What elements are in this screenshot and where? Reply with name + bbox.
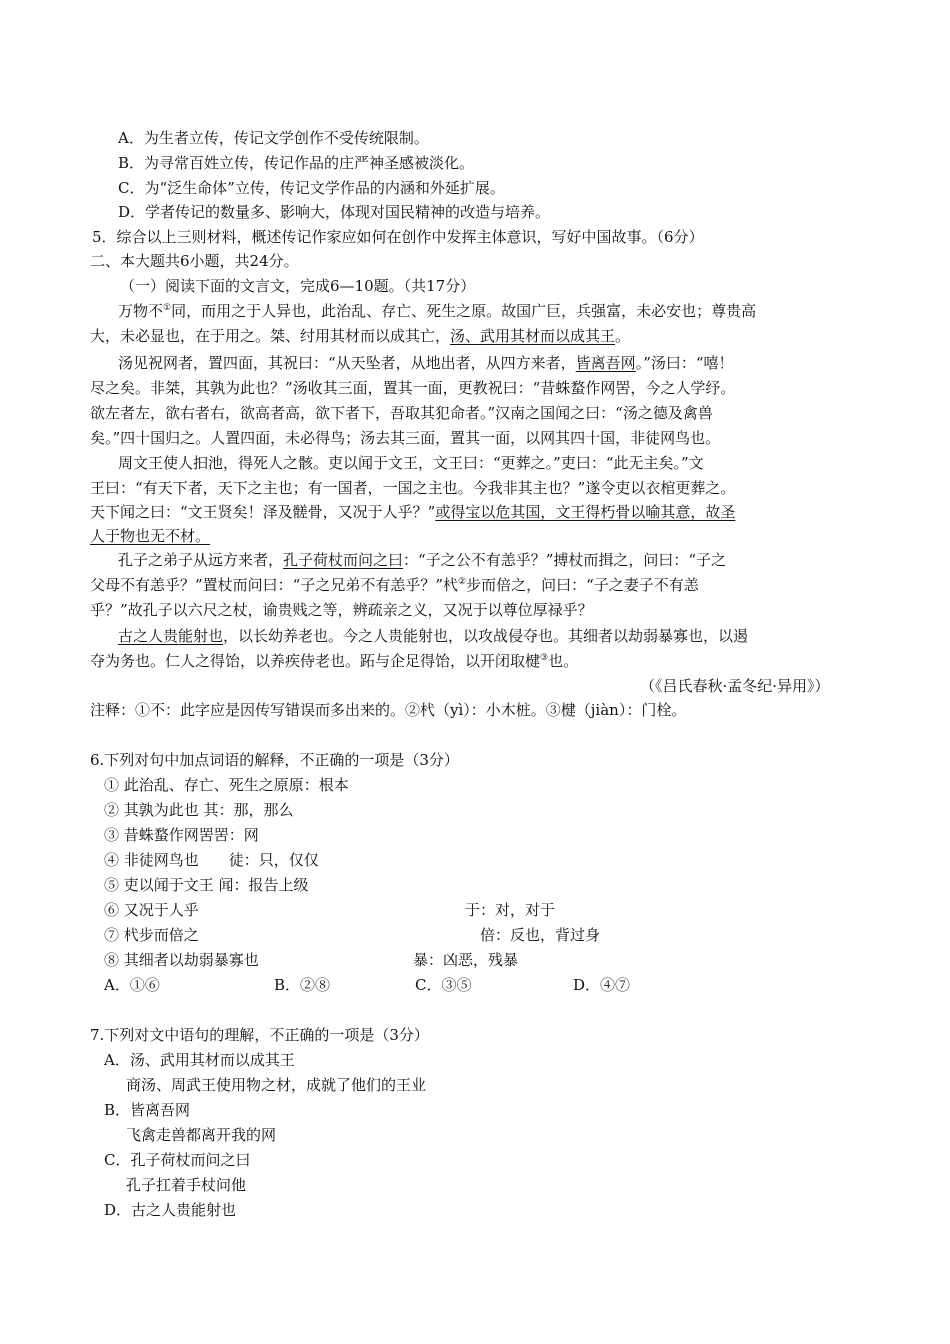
q6-item: ⑧ 其细者以劫弱暴寡也 bbox=[104, 951, 259, 969]
q6-item-gloss: 倍：反也，背过身 bbox=[480, 926, 601, 944]
underlined-sentence: 古之人贵能射也 bbox=[118, 627, 224, 645]
footnote-marker: ① bbox=[163, 303, 172, 313]
passage-line: 矣。”四十国归之。人置四面，未必得鸟；汤去其三面，置其一面，以网其四十国，非徒网鸟也。 bbox=[90, 429, 721, 447]
passage-line bbox=[90, 526, 210, 546]
passage-line: 大，未必显也，在于用之。桀、纣用其材而以成其亡，汤、武用其材而以成其王。 bbox=[90, 327, 631, 345]
passage-line: 天下闻之曰：“文王贤矣！泽及髊骨，又况于人乎？”或得宝以危其国，文王得朽骨以喻其意，故圣 bbox=[90, 503, 736, 521]
q7-option-a-label: A．汤、武用其材而以成其王 bbox=[104, 1051, 295, 1069]
q6-item: ⑦ 杙步而倍之 bbox=[104, 926, 199, 944]
passage-line: 夺为务也。仁人之得饴，以养疾侍老也。跖与企足得饴，以开闭取楗③也。 bbox=[90, 652, 579, 670]
q6-item: ③ 昔蛛蝥作网罟罟：网 bbox=[104, 826, 259, 844]
passage-line: 汤见祝网者，置四面，其祝曰：“从天坠者，从地出者，从四方来者，皆离吾网。”汤曰：“嘻！ bbox=[118, 354, 734, 372]
q7-option-c-label: C．孔子荷杖而问之曰 bbox=[104, 1151, 251, 1169]
underlined-sentence: 孔子荷杖而问之曰 bbox=[283, 551, 404, 569]
passage-line: 欲左者左，欲右者右，欲高者高，欲下者下，吾取其犯命者。”汉南之国闻之曰：“汤之德及禽兽 bbox=[90, 404, 713, 422]
q6-stem: 6.下列对句中加点词语的解释，不正确的一项是（3分） bbox=[90, 751, 459, 769]
q6-item-gloss: 暴：凶恶，残暴 bbox=[413, 951, 519, 969]
q6-option-b: B．②⑧ bbox=[274, 976, 331, 994]
passage-line: 孔子之弟子从远方来者，孔子荷杖而问之曰：“子之公不有恙乎？”搏杖而揖之，问曰：“子之 bbox=[118, 551, 727, 569]
underlined-sentence: 人于物也无不材。 bbox=[90, 527, 211, 545]
q4-option-b: B．为寻常百姓立传，传记作品的庄严神圣感被淡化。 bbox=[118, 154, 475, 172]
q7-option-a-text: 商汤、周武王使用物之材，成就了他们的王业 bbox=[126, 1076, 427, 1094]
q7-option-d-label: D．古之人贵能射也 bbox=[104, 1201, 237, 1219]
passage-line: 尽之矣。非桀，其孰为此也？”汤收其三面，置其一面，更教祝曰：“昔蛛蝥作网罟，今之人学纾。 bbox=[90, 379, 736, 397]
underlined-sentence: 汤、武用其材而以成其王 bbox=[450, 327, 616, 345]
passage-line: 王曰：“有天下者，天下之主也；有一国者，一国之主也。今我非其主也？”遂令吏以衣棺更葬之。 bbox=[90, 479, 736, 497]
underlined-sentence: 皆离吾网 bbox=[575, 354, 636, 372]
q6-item: ⑥ 又况于人乎 bbox=[104, 901, 199, 919]
passage-notes: 注释：①不：此字应是因传写错误而多出来的。②杙（yì）：小木桩。③楗（jiàn）：门栓。 bbox=[90, 701, 687, 719]
q4-option-c: C．为“泛生命体”立传，传记文学作品的内涵和外延扩展。 bbox=[118, 179, 505, 197]
footnote-marker: ③ bbox=[540, 653, 549, 663]
underlined-sentence: 或得宝以危其国，文王得朽骨以喻其意，故圣 bbox=[435, 503, 736, 521]
q6-item: ⑤ 吏以闻于文王 闻：报告上级 bbox=[104, 876, 309, 894]
q6-option-d: D．④⑦ bbox=[573, 976, 631, 994]
q6-item-gloss: 于：对，对于 bbox=[465, 901, 556, 919]
q6-option-c: C．③⑤ bbox=[415, 976, 472, 994]
passage-line: 古之人贵能射也，以长幼养老也。今之人贵能射也，以攻战侵夺也。其细者以劫弱暴寡也，以遏 bbox=[118, 627, 749, 645]
passage-line: 乎？”故孔子以六尺之杖，谕贵贱之等，辨疏亲之义，又况于以尊位厚禄乎？ bbox=[90, 601, 593, 619]
passage-line: 父母不有恙乎？”置杖而问曰：“子之兄弟不有恙乎？”杙②步而倍之，问曰：“子之妻子不有恙 bbox=[90, 576, 699, 594]
passage-line: 周文王使人抇池，得死人之骸。吏以闻于文王，文王曰：“更葬之。”吏曰：“此无主矣。”文 bbox=[118, 454, 704, 472]
q4-option-a: A．为生者立传，传记文学创作不受传统限制。 bbox=[118, 129, 429, 147]
q7-option-b-label: B．皆离吾网 bbox=[104, 1101, 191, 1119]
q6-option-a: A．①⑥ bbox=[104, 976, 160, 994]
section-subheading: （一）阅读下面的文言文，完成6—10题。（共17分） bbox=[120, 277, 476, 295]
q6-item: ④ 非徒网鸟也 徒：只，仅仅 bbox=[104, 851, 319, 869]
footnote-marker: ② bbox=[458, 577, 467, 587]
passage-source: （《吕氏春秋·孟冬纪·异用》） bbox=[640, 677, 830, 695]
passage-line: 万物不①同，而用之于人异也，此治乱、存亡、死生之原。故国广巨，兵强富，未必安也；尊贵高 bbox=[118, 302, 757, 320]
q7-option-b-text: 飞禽走兽都离开我的网 bbox=[126, 1126, 277, 1144]
q7-stem: 7.下列对文中语句的理解，不正确的一项是（3分） bbox=[90, 1026, 429, 1044]
q6-item: ① 此治乱、存亡、死生之原原：根本 bbox=[104, 776, 349, 794]
q6-item: ② 其孰为此也 其：那，那么 bbox=[104, 801, 294, 819]
q4-option-d: D．学者传记的数量多、影响大，体现对国民精神的改造与培养。 bbox=[118, 203, 551, 221]
q5-stem: 5．综合以上三则材料，概述传记作家应如何在创作中发挥主体意识，写好中国故事。（6分） bbox=[92, 228, 704, 246]
q7-option-c-text: 孔子扛着手杖问他 bbox=[126, 1176, 247, 1194]
section-heading: 二、本大题共6小题，共24分。 bbox=[90, 252, 299, 270]
